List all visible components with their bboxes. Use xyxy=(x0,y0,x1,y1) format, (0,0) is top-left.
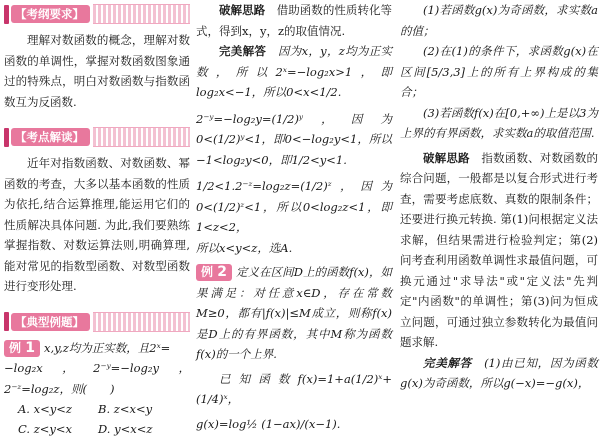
analysis-label: 破解思路 xyxy=(219,3,266,17)
example1-analysis: 破解思路 借助函数的性质转化等式，得到x，y，z的取值情况. xyxy=(196,3,393,38)
question-1: (1)若函数g(x)为奇函数，求实数a的值； xyxy=(400,3,598,38)
section-decor-line xyxy=(93,127,190,147)
solution-step-y: 2⁻ʸ=−log₂y=(1/2)ʸ，因为0<(1/2)ʸ<1，即0<−log₂y<1，所以−1<log₂y<0，即1/2<y<1. xyxy=(196,111,392,167)
example2-stem: 例 2 定义在区间D上的函数f(x)，如果满足：对任意x∈D，存在常数M≥0，都有|f(x)|≤M成立，则称f(x)是D上的有界函数，其中M称为函数f(x)的一个上界. xyxy=(196,264,392,361)
example2-function-g: g(x)=log½ (1−ax)/(x−1). xyxy=(196,416,341,431)
solution-label: 完美解答 xyxy=(219,44,267,58)
option-c: C. z<y<x xyxy=(18,422,73,436)
exam-requirements-text: 理解对数函数的概念，理解对数函数的单调性，掌握对数函数图象通过的特殊点，明白对数函数与指数函数互为反函数. xyxy=(4,33,190,109)
solution-label: 完美解答 xyxy=(423,355,472,370)
question-3: (3)若函数f(x)在[0,+∞)上是以3为上界的有界函数，求实数a的取值范围. xyxy=(400,105,598,140)
example1-solution: 完美解答 因为x，y，z均为正实数，所以2ˣ=−log₂x>1，即log₂x<−1，所以0<x<1/2. xyxy=(196,44,392,99)
example2-function-f: 已知函数f(x)=1+a(1/2)ˣ+(1/4)ˣ， xyxy=(196,371,392,406)
section-decor-line xyxy=(93,4,190,24)
left-column xyxy=(4,0,190,436)
section-decor-line xyxy=(93,312,190,332)
solution-step-z: 1/2<1.2⁻ᶻ=log₂z=(1/2)ᶻ，因为0<(1/2)ᶻ<1，所以0<log₂z<1，即1<z<2， xyxy=(196,179,392,234)
right-column xyxy=(400,0,598,415)
section-header-examples xyxy=(4,311,190,333)
section-bar xyxy=(4,128,9,147)
section-bar xyxy=(4,5,9,24)
option-b: B. z<x<y xyxy=(98,402,153,416)
example2-analysis: 破解思路 指数函数、对数函数的综合问题，一般都是以复合形式进行考查，需要考虑底数、真数的限制条件；还要进行换元转换. 第(1)问根据定义法求解，但结果需进行检验判定；第(2)问考查利用函数单调性求最值问题，可换元通过"求导法"或"定义法"先判定"内函数"的单调性；第(3)问为恒成立问题，可通过独立参数转化为最值问题求解. xyxy=(400,150,599,349)
solution-conclusion: 所以x<y<z，选A. xyxy=(196,240,293,255)
section-title: 【考点解读】 xyxy=(11,128,90,146)
example2-badge: 例 2 xyxy=(196,264,232,281)
middle-column xyxy=(196,0,393,431)
option-d: D. y<x<z xyxy=(98,422,153,436)
section-header-key-points xyxy=(4,126,190,148)
section-header-exam-requirements xyxy=(4,3,190,25)
example1-options xyxy=(18,399,190,439)
analysis-label: 破解思路 xyxy=(423,150,470,165)
option-a: A. x<y<z xyxy=(18,402,72,416)
section-bar xyxy=(4,312,9,331)
section-title: 【考纲要求】 xyxy=(11,5,90,23)
example1-stem: 例 1 x,y,z均为正实数，且2ˣ= −log₂x，2⁻ʸ=−log₂y，2⁻ᶻ=log₂z，则( ) xyxy=(4,339,190,396)
question-2: (2)在(1)的条件下，求函数g(x)在区间[5/3,3]上的所有上界构成的集合； xyxy=(400,44,598,99)
example2-solution: 完美解答 (1)由已知，因为函数g(x)为奇函数，所以g(−x)=−g(x)， xyxy=(400,355,599,390)
example1-badge: 例 1 xyxy=(4,340,40,357)
key-points-text: 近年对指数函数、对数函数、幂函数的考查，大多以基本函数的性质为依托,结合运算推理,能运用它们的性质解决具体问题. 为此,我们要熟练掌握指数、对数运算法则,明确算理,能对常见的指数型函数、对数型函数进行变形处理. xyxy=(4,156,190,293)
section-title: 【典型例题】 xyxy=(11,313,90,331)
